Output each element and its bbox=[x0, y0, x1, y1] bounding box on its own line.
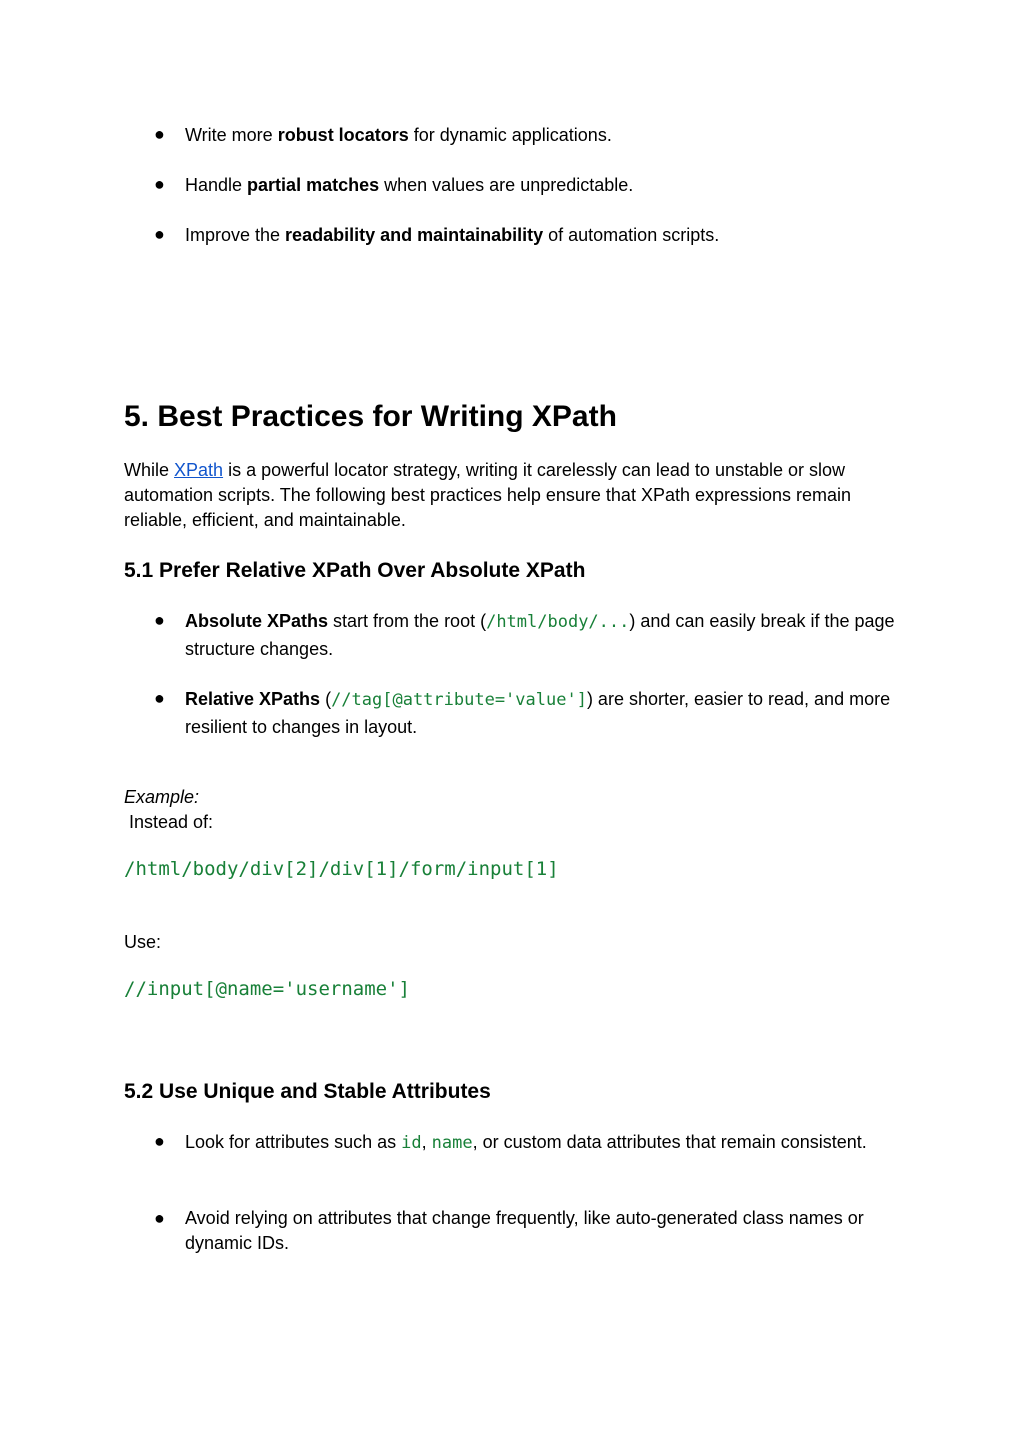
bold-text: readability and maintainability bbox=[285, 225, 544, 245]
code-relative-xpath: //input[@name='username'] bbox=[124, 978, 410, 1000]
instead-of-label: Instead of: bbox=[124, 812, 214, 832]
text: Write more bbox=[185, 125, 278, 145]
bold-text: Absolute XPaths bbox=[185, 611, 329, 631]
code-absolute-xpath: /html/body/div[2]/div[1]/form/input[1] bbox=[124, 858, 559, 880]
bullet-icon: ● bbox=[154, 688, 165, 708]
text: start from the root ( bbox=[328, 611, 487, 631]
text: While bbox=[124, 460, 175, 480]
list-item-text bbox=[185, 222, 905, 249]
bullet-icon: ● bbox=[154, 174, 165, 194]
text: Handle bbox=[185, 175, 248, 195]
list-item-text bbox=[185, 686, 905, 741]
text: for dynamic applications. bbox=[408, 125, 612, 145]
bold-text: partial matches bbox=[247, 175, 380, 195]
italic-text: Example: bbox=[124, 787, 200, 807]
text: is a powerful locator strategy, writing it carelessly can lead to unstable or slow automation scripts. The following best practices help ensure that XPath expressions remain reliable, efficient, and maintainable. bbox=[124, 460, 852, 530]
text: , or custom data attributes that remain consistent. bbox=[472, 1132, 867, 1152]
text: Improve the bbox=[185, 225, 286, 245]
inline-code: /html/body/... bbox=[486, 612, 630, 632]
section-heading: 5. Best Practices for Writing XPath bbox=[124, 400, 617, 433]
list-item-text: Avoid relying on attributes that change frequently, like auto-generated class names or dynamic IDs. bbox=[185, 1208, 864, 1253]
text: of automation scripts. bbox=[543, 225, 720, 245]
subsection-heading: 5.1 Prefer Relative XPath Over Absolute XPath bbox=[124, 559, 586, 582]
bullet-icon: ● bbox=[154, 224, 165, 244]
text: ( bbox=[320, 689, 332, 709]
use-label: Use: bbox=[124, 932, 162, 952]
inline-code: id bbox=[401, 1133, 422, 1153]
bold-text: Relative XPaths bbox=[185, 689, 321, 709]
list-item-text bbox=[185, 1129, 905, 1157]
xpath-link[interactable]: XPath bbox=[174, 460, 224, 480]
intro-paragraph bbox=[124, 458, 904, 533]
text: , bbox=[421, 1132, 432, 1152]
bullet-icon: ● bbox=[154, 610, 165, 630]
example-label bbox=[124, 785, 199, 810]
bullet-icon: ● bbox=[154, 1208, 165, 1228]
inline-code: name bbox=[431, 1133, 473, 1153]
list-item-text bbox=[185, 172, 905, 199]
inline-code: //tag[@attribute='value'] bbox=[331, 690, 587, 710]
subsection-heading: 5.2 Use Unique and Stable Attributes bbox=[124, 1080, 491, 1103]
text: ) are shorter, easier to read, and more resilient to changes in layout. bbox=[185, 689, 891, 737]
text: Look for attributes such as bbox=[185, 1132, 402, 1152]
bullet-icon: ● bbox=[154, 1131, 165, 1151]
bullet-icon: ● bbox=[154, 124, 165, 144]
list-item-text bbox=[185, 122, 905, 149]
text: when values are unpredictable. bbox=[379, 175, 634, 195]
list-item-text bbox=[185, 608, 905, 663]
bold-text: robust locators bbox=[277, 125, 409, 145]
text: ) and can easily break if the page structure changes. bbox=[185, 611, 895, 659]
